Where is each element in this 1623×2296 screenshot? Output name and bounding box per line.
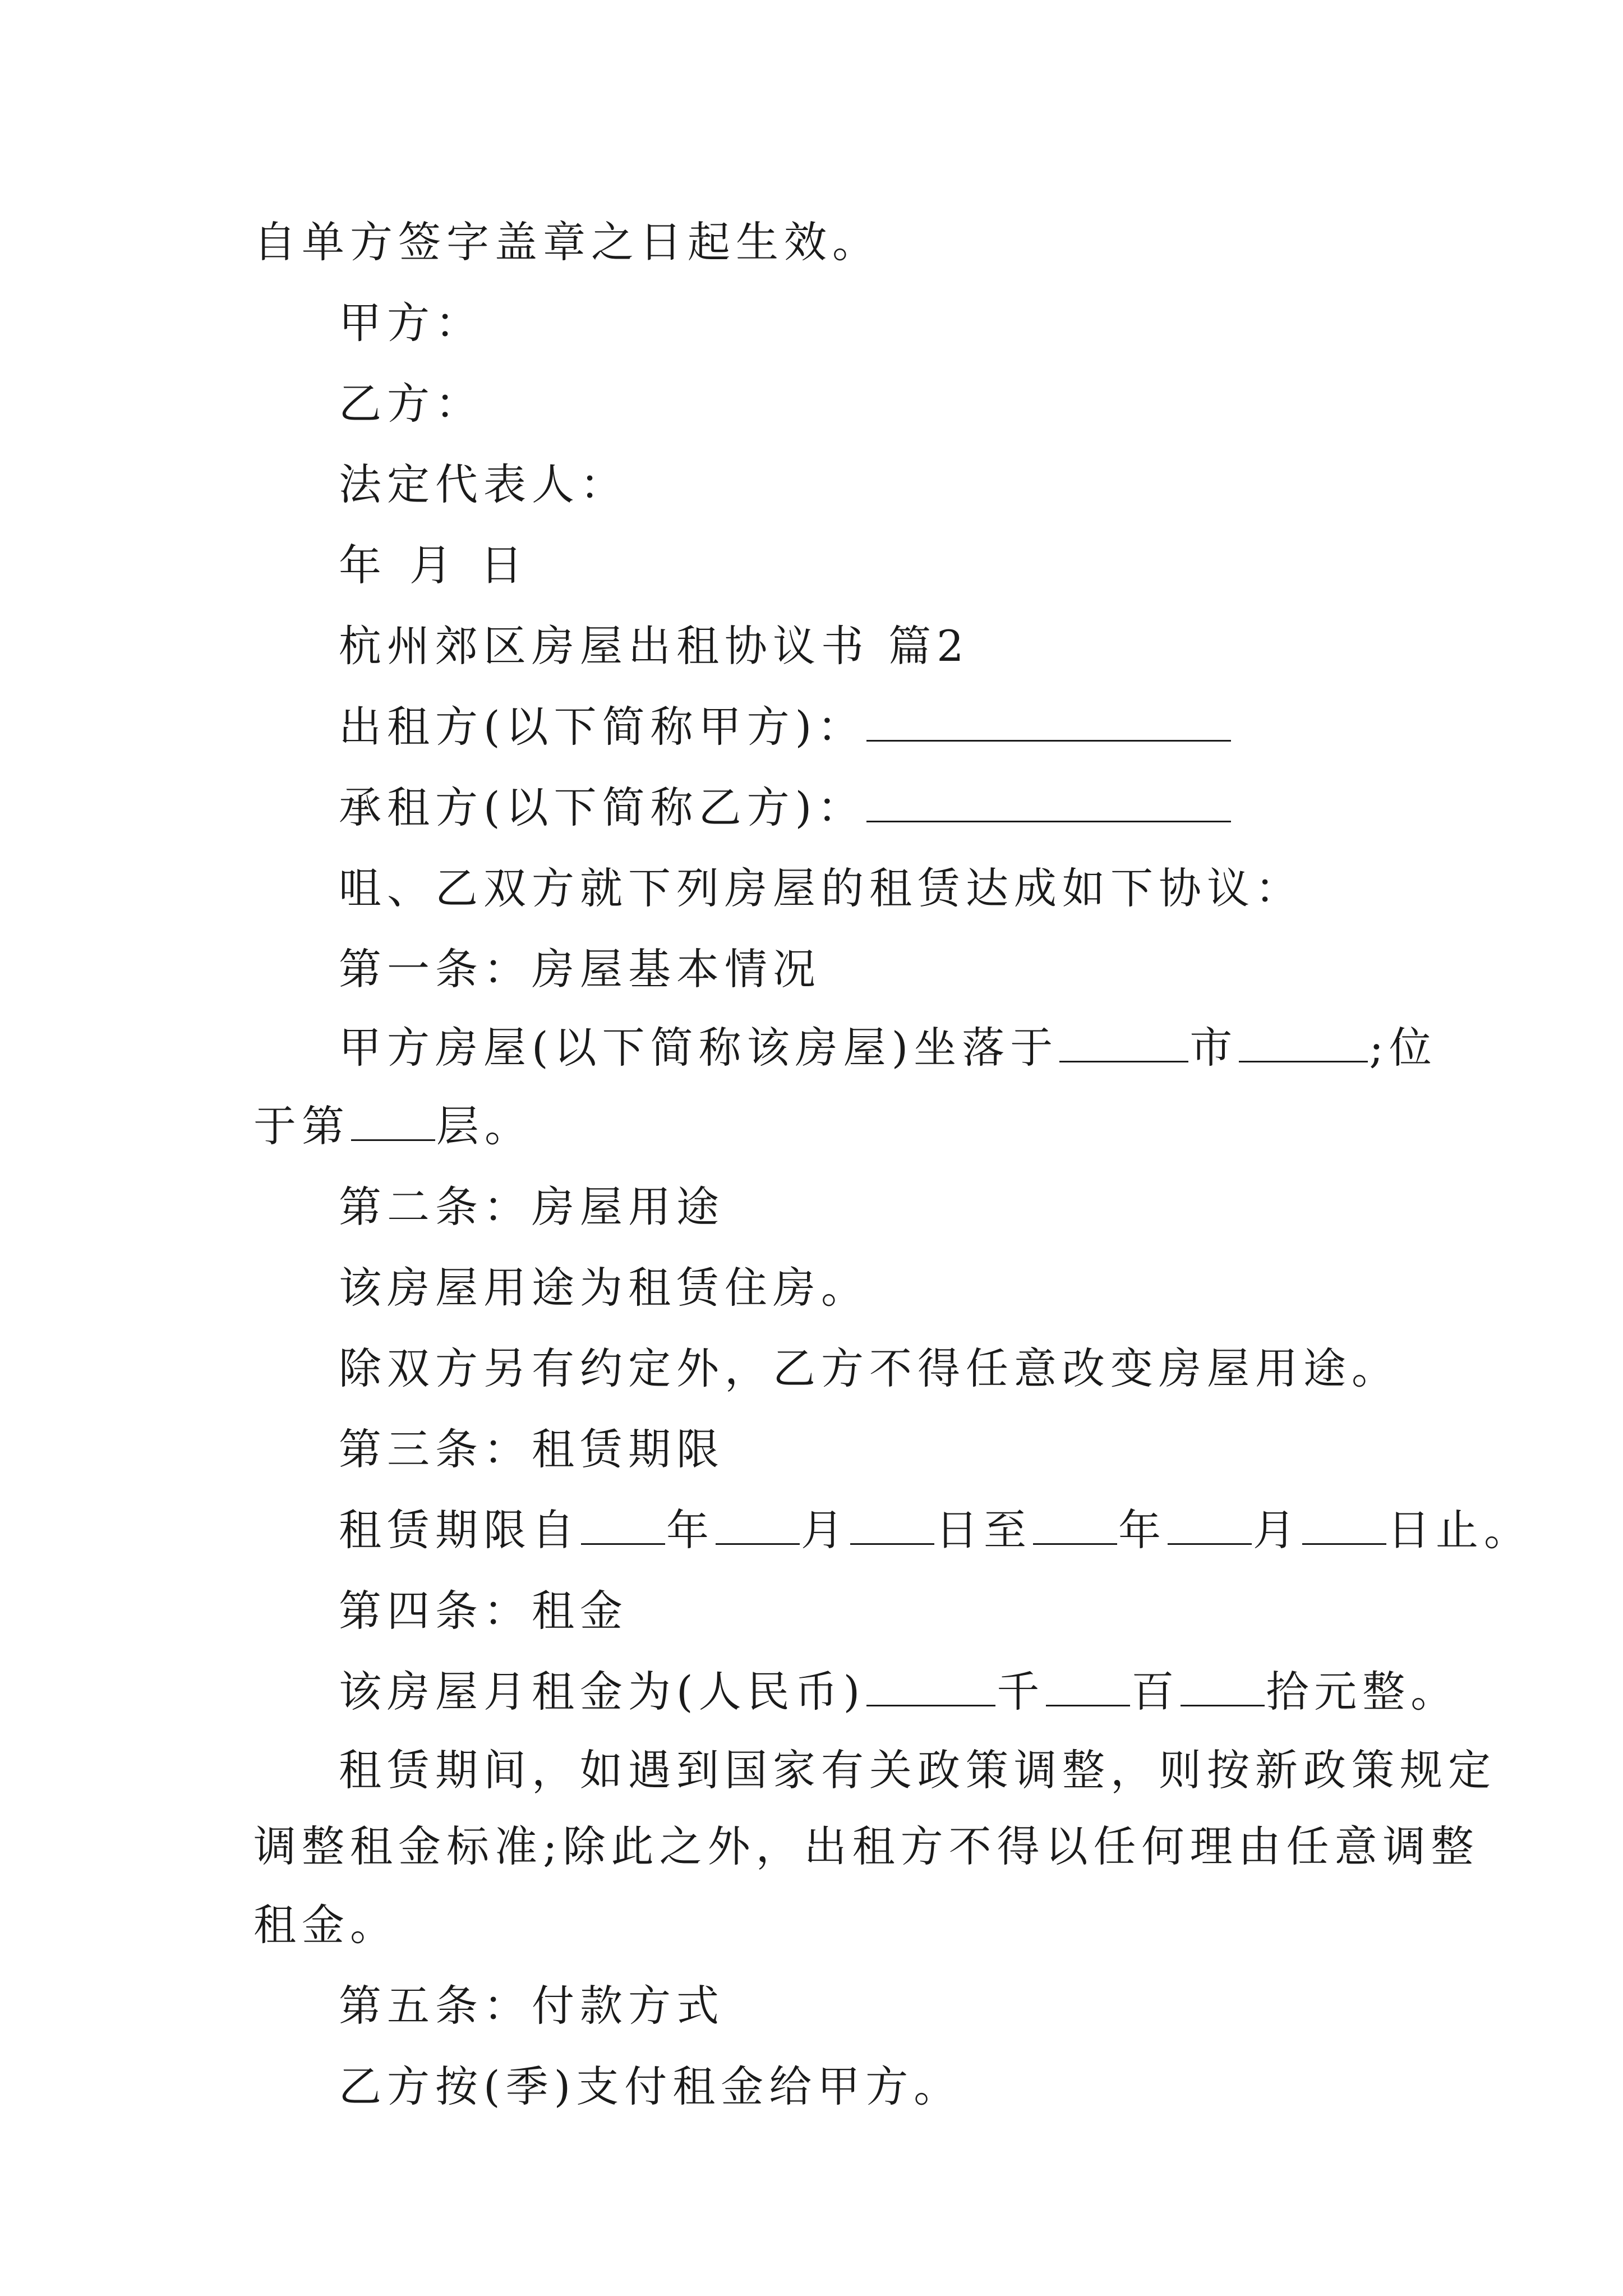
document-title: 杭州郊区房屋出租协议书 篇2 xyxy=(339,621,970,671)
text-line xyxy=(253,1248,1383,1328)
text: 日至 xyxy=(935,1505,1032,1555)
clause-heading xyxy=(253,1571,1383,1651)
clause-1-heading: 第一条：房屋基本情况 xyxy=(339,944,821,994)
lessee-label: 承租方(以下简称乙方)： xyxy=(339,783,866,832)
date-blank xyxy=(1168,1506,1252,1545)
address-blank xyxy=(1059,1024,1188,1062)
text: 日止。 xyxy=(1387,1505,1532,1555)
text: 百 xyxy=(1131,1667,1180,1717)
text-line xyxy=(253,687,1383,767)
clause-heading xyxy=(253,1966,1383,2046)
text: 除双方另有约定外，乙方不得任意改变房屋用途。 xyxy=(339,1343,1400,1393)
text-line xyxy=(253,283,1383,364)
date-blank xyxy=(850,1506,934,1545)
month-label: 月 xyxy=(409,540,458,590)
clause-heading xyxy=(253,929,1383,1010)
clause-2-heading: 第二条：房屋用途 xyxy=(339,1182,725,1232)
text: 层。 xyxy=(436,1101,533,1151)
clause-5-heading: 第五条：付款方式 xyxy=(339,1981,725,2031)
text-line xyxy=(253,444,1383,525)
lessor-blank xyxy=(866,703,1231,742)
text: 该房屋用途为租赁住房。 xyxy=(339,1263,869,1313)
date-line xyxy=(253,525,1383,606)
lessee-blank xyxy=(866,784,1231,822)
text: 于第 xyxy=(253,1101,350,1151)
text-line xyxy=(253,2046,1383,2127)
date-blank xyxy=(1302,1506,1386,1545)
text-line xyxy=(253,1086,1383,1167)
date-blank xyxy=(1033,1506,1117,1545)
party-a-label: 甲方： xyxy=(339,298,483,348)
text: 甲方房屋(以下简称该房屋)坐落于 xyxy=(339,1023,1059,1073)
text-line xyxy=(253,1732,1496,1809)
amount-blank xyxy=(1181,1668,1265,1706)
party-b-label: 乙方： xyxy=(339,379,483,429)
section-title xyxy=(253,606,1383,687)
text: 租赁期间，如遇到国家有关政策调整，则按新政策规定 xyxy=(339,1745,1496,1795)
amount-blank xyxy=(866,1668,995,1706)
text: 年 xyxy=(1118,1505,1166,1555)
text-line xyxy=(253,1328,1400,1409)
text: ;位 xyxy=(1369,1023,1437,1073)
day-label: 日 xyxy=(480,540,528,590)
clause-3-heading: 第三条：租赁期限 xyxy=(339,1424,725,1474)
text-line xyxy=(253,202,1383,283)
lessor-label: 出租方(以下简称甲方)： xyxy=(339,702,866,752)
text: 拾元整。 xyxy=(1266,1667,1459,1717)
text-line xyxy=(253,364,1383,444)
text-line xyxy=(253,1809,1479,1885)
document-body xyxy=(253,202,1532,2127)
text-line xyxy=(253,1010,1437,1086)
clause-4-heading: 第四条：租金 xyxy=(339,1586,628,1636)
text: 乙方按(季)支付租金给甲方。 xyxy=(339,2062,962,2111)
clause-heading xyxy=(253,1409,1383,1490)
text: 自单方签字盖章之日起生效。 xyxy=(253,217,880,267)
date-blank xyxy=(716,1506,800,1545)
address-blank xyxy=(1239,1024,1368,1062)
text: 咀、乙双方就下列房屋的租赁达成如下协议： xyxy=(339,863,1303,913)
text-line xyxy=(253,1885,1383,1966)
text-line xyxy=(253,1651,1459,1732)
floor-blank xyxy=(351,1102,435,1141)
clause-heading xyxy=(253,1167,1383,1248)
text: 月 xyxy=(801,1505,849,1555)
legal-representative-label: 法定代表人： xyxy=(339,459,628,509)
text: 年 xyxy=(666,1505,714,1555)
text: 该房屋月租金为(人民币) xyxy=(339,1667,866,1717)
text-line xyxy=(253,1490,1532,1571)
text: 租赁期限自 xyxy=(339,1505,580,1555)
text-line xyxy=(253,767,1383,848)
text: 市 xyxy=(1189,1023,1238,1073)
date-blank xyxy=(581,1506,665,1545)
text: 租金。 xyxy=(253,1900,398,1950)
text: 月 xyxy=(1253,1505,1301,1555)
text-line xyxy=(253,848,1383,929)
text: 调整租金标准;除此之外，出租方不得以任何理由任意调整 xyxy=(253,1821,1479,1871)
amount-blank xyxy=(1046,1668,1130,1706)
text: 千 xyxy=(997,1667,1045,1717)
year-label: 年 xyxy=(339,540,387,590)
